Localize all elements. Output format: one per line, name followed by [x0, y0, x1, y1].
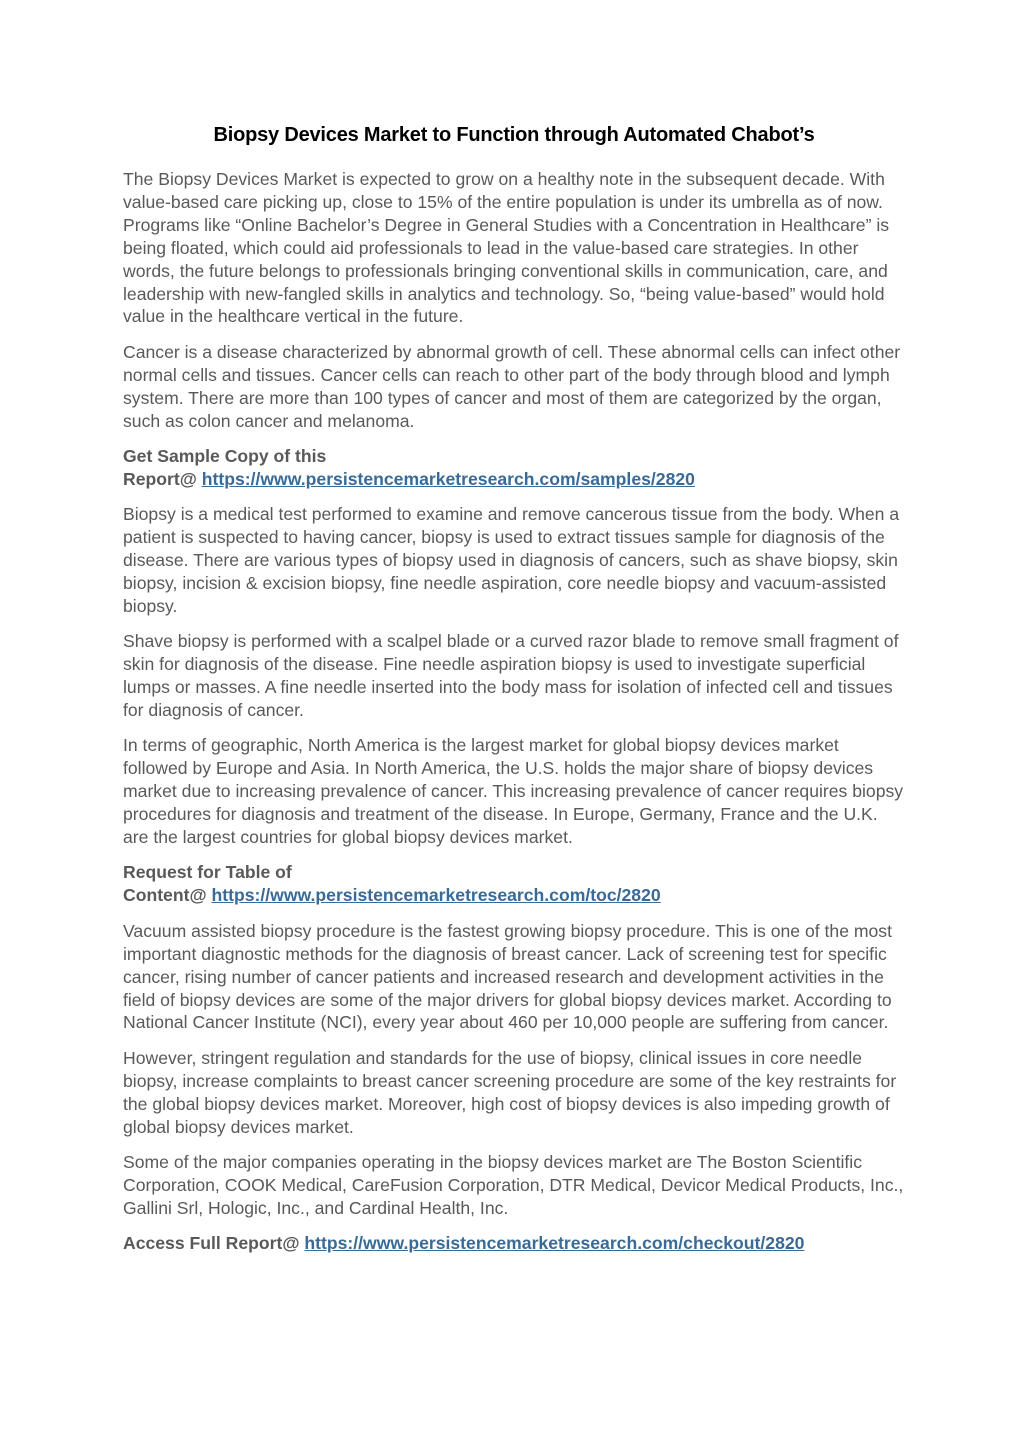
paragraph-geographic: In terms of geographic, North America is the largest market for global biopsy devices market followed by Europe and Asia. In North America, the U.S. holds the major share of biopsy devices market due to increasing prevalence of cancer. This increasing prevalence of cancer requires biopsy procedures for diagnosis and treatment of the disease. In Europe, Germany, France and the U.K. are the largest countries for global biopsy devices market.	[123, 735, 904, 848]
paragraph-companies: Some of the major companies operating in the biopsy devices market are The Boston Scientific Corporation, COOK Medical, CareFusion Corporation, DTR Medical, Devicor Medical Products, Inc., Gallini Srl, Hologic, Inc., and Cardinal Health, Inc.	[123, 1151, 904, 1218]
toc-link[interactable]: https://www.persistencemarketresearch.com/toc/2820	[211, 885, 661, 906]
full-report-callout	[123, 1232, 905, 1255]
sample-copy-callout	[123, 445, 905, 491]
paragraph-cancer-definition: Cancer is a disease characterized by abnormal growth of cell. These abnormal cells can infect other normal cells and tissues. Cancer cells can reach to other part of the body through blood and lymph system. There are more than 100 types of cancer and most of them are categorized by the organ, such as colon cancer and melanoma.	[123, 341, 901, 431]
paragraph-vacuum-assisted: Vacuum assisted biopsy procedure is the fastest growing biopsy procedure. This is one of the most important diagnostic methods for the diagnosis of breast cancer. Lack of screening test for specific cancer, rising number of cancer patients and increased research and development activities in the field of biopsy devices are some of the major drivers for global biopsy devices market. According to National Cancer Institute (NCI), every year about 460 per 10,000 people are suffering from cancer.	[123, 920, 892, 1033]
sample-copy-label: Get Sample Copy of this	[123, 445, 327, 466]
document-page	[123, 123, 905, 1268]
paragraph-restraints: However, stringent regulation and standards for the use of biopsy, clinical issues in core needle biopsy, increase complaints to breast cancer screening procedure are some of the key restraints for the global biopsy devices market. Moreover, high cost of biopsy devices is also impeding growth of global biopsy devices market.	[123, 1047, 897, 1137]
paragraph-intro: The Biopsy Devices Market is expected to grow on a healthy note in the subsequent decade. With value-based care picking up, close to 15% of the entire population is under its umbrella as of now. Programs like “Online Bachelor’s Degree in General Studies with a Concentration in Healthcare” is being floated, which could aid professionals to lead in the value-based care strategies. In other words, the future belongs to professionals bringing conventional skills in communication, care, and leadership with new-fangled skills in analytics and technology. So, “being value-based” would hold value in the healthcare vertical in the future.	[123, 169, 890, 327]
full-report-prefix: Access Full Report@	[123, 1233, 305, 1254]
toc-label: Request for Table of	[123, 862, 292, 883]
document-title: Biopsy Devices Market to Function through Automated Chabot’s	[213, 124, 815, 146]
sample-copy-link[interactable]: https://www.persistencemarketresearch.com/samples/2820	[201, 468, 695, 489]
toc-callout	[123, 861, 905, 907]
paragraph-shave-biopsy: Shave biopsy is performed with a scalpel blade or a curved razor blade to remove small fragment of skin for diagnosis of the disease. Fine needle aspiration biopsy is used to investigate superficial lumps or masses. A fine needle inserted into the body mass for isolation of infected cell and tissues for diagnosis of cancer.	[123, 631, 899, 721]
full-report-link[interactable]: https://www.persistencemarketresearch.com/checkout/2820	[304, 1233, 805, 1254]
paragraph-biopsy-definition: Biopsy is a medical test performed to examine and remove cancerous tissue from the body. When a patient is suspected to having cancer, biopsy is used to extract tissues sample for diagnosis of the disease. There are various types of biopsy used in diagnosis of cancers, such as shave biopsy, skin biopsy, incision & excision biopsy, fine needle aspiration, core needle biopsy and vacuum-assisted biopsy.	[123, 504, 900, 616]
sample-copy-prefix: Report@	[123, 468, 202, 489]
toc-prefix: Content@	[123, 885, 212, 906]
